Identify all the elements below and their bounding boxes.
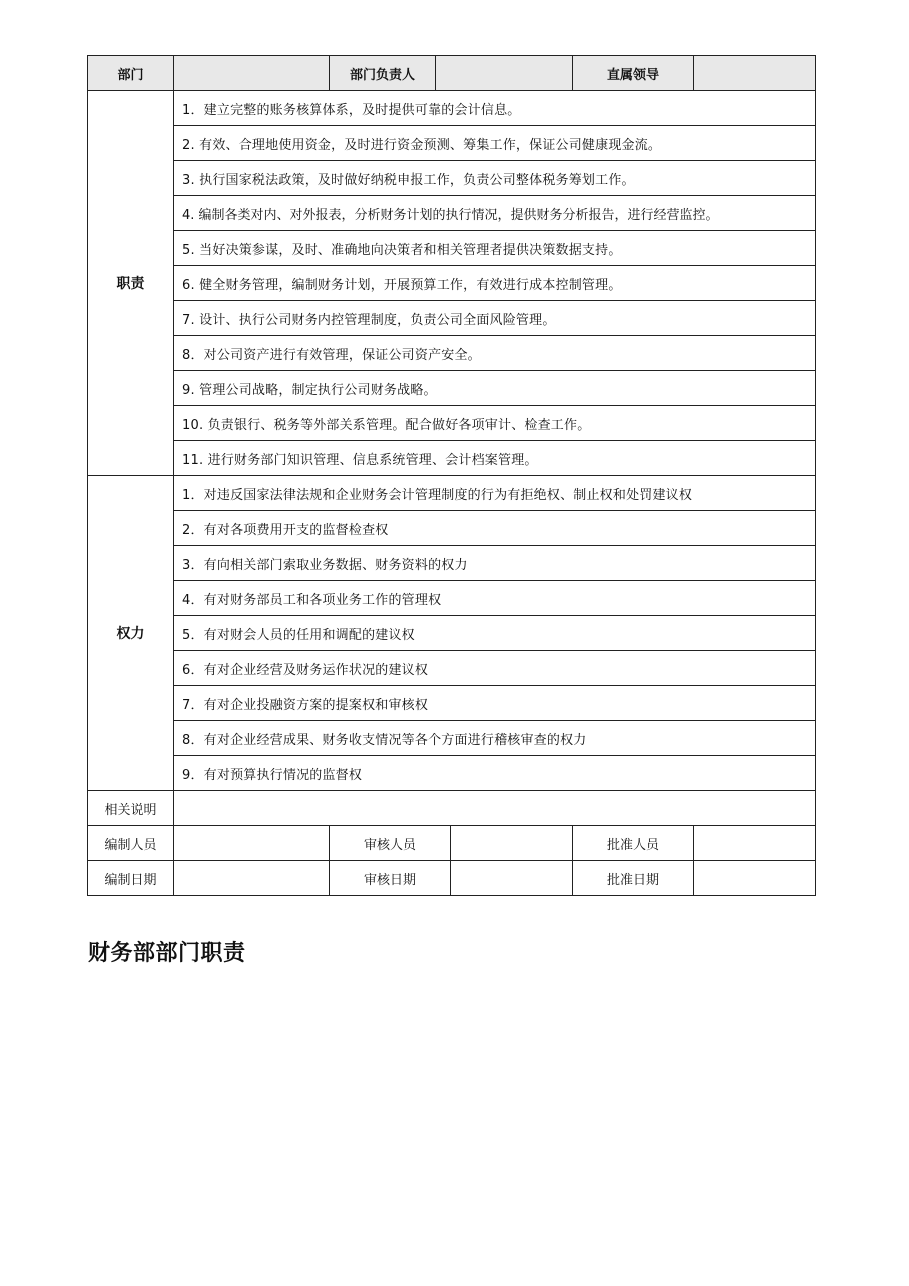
duty-item: 9. 管理公司战略，制定执行公司财务战略。 [174,371,816,406]
duty-row [88,91,816,126]
approved-by-label: 批准人员 [573,826,694,861]
duty-item: 7. 设计、执行公司财务内控管理制度，负责公司全面风险管理。 [174,301,816,336]
power-item: 1．对违反国家法律法规和企业财务会计管理制度的行为有拒绝权、制止权和处罚建议权 [174,476,816,511]
signoff-dates-row [88,861,816,896]
duty-item: 10. 负责银行、税务等外部关系管理。配合做好各项审计、检查工作。 [174,406,816,441]
duties-label: 职责 [88,91,174,476]
power-row [88,616,816,651]
duty-row [88,406,816,441]
power-item: 2．有对各项费用开支的监督检查权 [174,511,816,546]
prepared-date-label: 编制日期 [88,861,174,896]
document-title: 财务部部门职责 [88,941,246,966]
prepared-by-label: 编制人员 [88,826,174,861]
approved-date-value-cell [694,861,816,896]
power-row [88,686,816,721]
reviewed-date-label: 审核日期 [330,861,451,896]
duty-item: 1．建立完整的账务核算体系，及时提供可靠的会计信息。 [174,91,816,126]
duty-row [88,336,816,371]
duty-row [88,231,816,266]
responsibility-table [87,55,816,896]
department-label: 部门 [88,56,174,91]
power-row [88,476,816,511]
approved-by-value-cell [694,826,816,861]
power-item: 3．有向相关部门索取业务数据、财务资料的权力 [174,546,816,581]
duty-item: 4. 编制各类对内、对外报表，分析财务计划的执行情况，提供财务分析报告，进行经营监控。 [174,196,816,231]
duty-item: 11. 进行财务部门知识管理、信息系统管理、会计档案管理。 [174,441,816,476]
duty-row [88,266,816,301]
power-row [88,651,816,686]
power-item: 9．有对预算执行情况的监督权 [174,756,816,791]
department-head-value-cell [436,56,573,91]
header-row [88,56,816,91]
power-item: 6．有对企业经营及财务运作状况的建议权 [174,651,816,686]
reviewed-date-value-cell [451,861,573,896]
direct-leader-value-cell [694,56,816,91]
power-row [88,721,816,756]
prepared-by-value-cell [174,826,330,861]
power-item: 7．有对企业投融资方案的提案权和审核权 [174,686,816,721]
duty-item: 3. 执行国家税法政策，及时做好纳税申报工作，负责公司整体税务筹划工作。 [174,161,816,196]
notes-row [88,791,816,826]
duty-row [88,371,816,406]
duty-row [88,196,816,231]
approved-date-label: 批准日期 [573,861,694,896]
duty-item: 2. 有效、合理地使用资金，及时进行资金预测、筹集工作，保证公司健康现金流。 [174,126,816,161]
duty-item: 8．对公司资产进行有效管理，保证公司资产安全。 [174,336,816,371]
powers-label: 权力 [88,476,174,791]
power-row [88,511,816,546]
duty-item: 5. 当好决策参谋，及时、准确地向决策者和相关管理者提供决策数据支持。 [174,231,816,266]
department-head-label: 部门负责人 [330,56,436,91]
duty-row [88,161,816,196]
notes-value-cell [174,791,816,826]
reviewed-by-value-cell [451,826,573,861]
power-item: 4．有对财务部员工和各项业务工作的管理权 [174,581,816,616]
duty-row [88,441,816,476]
power-row [88,756,816,791]
department-value-cell [174,56,330,91]
power-item: 5．有对财会人员的任用和调配的建议权 [174,616,816,651]
direct-leader-label: 直属领导 [573,56,694,91]
duty-row [88,126,816,161]
signoff-people-row [88,826,816,861]
power-row [88,581,816,616]
power-item: 8．有对企业经营成果、财务收支情况等各个方面进行稽核审查的权力 [174,721,816,756]
prepared-date-value-cell [174,861,330,896]
reviewed-by-label: 审核人员 [330,826,451,861]
duty-row [88,301,816,336]
duty-item: 6. 健全财务管理，编制财务计划，开展预算工作，有效进行成本控制管理。 [174,266,816,301]
power-row [88,546,816,581]
notes-label: 相关说明 [88,791,174,826]
